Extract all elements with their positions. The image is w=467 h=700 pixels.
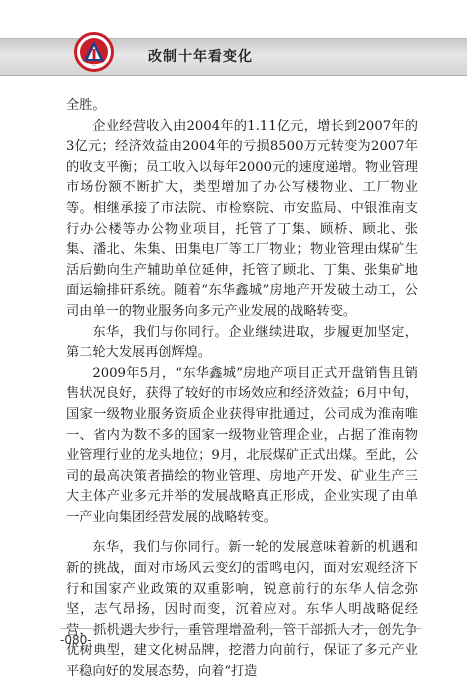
page-header	[0, 0, 467, 80]
paragraph: 企业经营收入由2004年的1.11亿元，增长到2007年的3亿元；经济效益由2004年的亏损8500万元转变为2007年的收支平衡；员工收入以每年2000元的速度递增。物业管理市场份额不断扩大，类型增加了办公写楼物业、工厂物业等。相继承接了市法院、市检察院、市安监局、中银淮南支行办公楼等办公物业项目，托管了丁集、顾桥、顾北、张集、潘北、朱集、田集电厂等工厂物业；物业管理由煤矿生活后勤向生产辅助单位延伸，托管了顾北、丁集、张集矿地面运输排矸系统。随着“东华鑫城”房地产开发破土动工，公司由单一的物业服务向多元产业发展的战略转变。	[66, 118, 418, 319]
paragraph: 东华，我们与你同行。企业继续进取，步履更加坚定，第二轮大发展再创辉煌。	[66, 324, 418, 361]
page-number: -080-	[60, 633, 92, 647]
paragraph: 2009年5月，“东华鑫城”房地产项目正式开盘销售且销售状况良好，获得了较好的市场效应和经济效益；6月中旬，国家一级物业服务资质企业获得审批通过，公司成为淮南唯一、省内为数不多的国家一级物业管理企业，占据了淮南物业管理行业的龙头地位；9月，北辰煤矿正式出煤。至此，公司的最高决策者描绘的物业管理、房地产开发、矿业生产三大主体产业多元并举的发展战略真正形成，企业实现了由单一产业向集团经营发展的战略转变。	[66, 365, 418, 525]
footer-divider	[60, 628, 422, 629]
paragraph-continuation: 全胜。	[66, 98, 106, 113]
company-logo-icon	[74, 32, 114, 72]
body-text	[66, 96, 418, 683]
page-header-title: 改制十年看变化	[148, 49, 253, 65]
paragraph: 东华，我们与你同行。新一轮的发展意味着新的机遇和新的挑战，面对市场风云变幻的雷鸣电闪，面对宏观经济下行和国家产业政策的双重影响，锐意前行的东华人信念弥坚，志气昂扬，因时而变，沉着应对。东华人明战略促经营，抓机遇大步行，重管理增盈利，管干部抓人才，创先争优树典型，建文化树品牌，挖潜力向前行，保证了多元产业平稳向好的发展态势，向着“打造	[66, 540, 418, 680]
